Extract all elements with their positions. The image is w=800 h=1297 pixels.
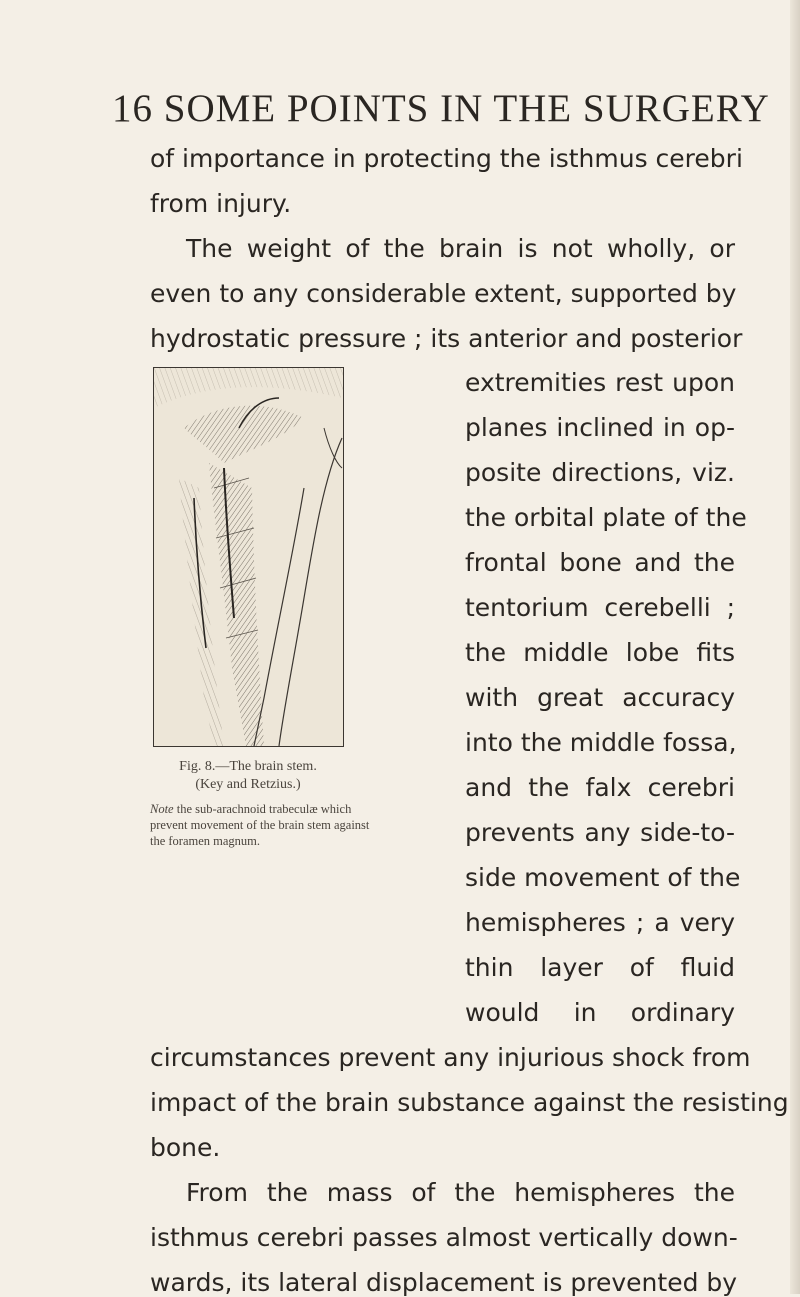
text-line: posite directions, viz.	[465, 458, 735, 487]
text-line: the middle lobe fits	[465, 638, 735, 667]
text-line: the orbital plate of the	[465, 503, 747, 532]
figure-note-line: the foramen magnum.	[150, 834, 261, 848]
text-line: frontal bone and the	[465, 548, 735, 577]
text-line: with great accuracy	[465, 683, 735, 712]
text-line: thin layer of fluid	[465, 953, 735, 982]
figure-note-text: the sub-arachnoid trabeculæ which	[176, 802, 352, 816]
text-line: From the mass of the hemispheres the	[186, 1178, 735, 1207]
figure-brain-stem	[153, 367, 344, 747]
text-line: prevents any side-to-	[465, 818, 735, 847]
text-line: side movement of the	[465, 863, 741, 892]
text-line: hemispheres ; a very	[465, 908, 735, 937]
page-edge-shadow	[790, 0, 800, 1294]
figure-note-line: prevent movement of the brain stem against	[150, 818, 370, 832]
text-line: of importance in protecting the isthmus cerebri	[150, 144, 743, 173]
text-line: planes inclined in op-	[465, 413, 735, 442]
figure-caption-title: Fig. 8.—The brain stem.	[179, 759, 317, 774]
text-line: wards, its lateral displacement is prevented by	[150, 1268, 738, 1297]
running-title: SOME POINTS IN THE SURGERY	[163, 87, 770, 130]
text-line: impact of the brain substance against the resisting	[150, 1088, 789, 1117]
text-line: bone.	[150, 1133, 221, 1162]
text-line: even to any considerable extent, supported by	[150, 279, 737, 308]
text-line: hydrostatic pressure ; its anterior and posterior	[150, 324, 743, 353]
text-line: The weight of the brain is not wholly, or	[186, 234, 735, 263]
text-line: extremities rest upon	[465, 368, 735, 397]
text-line: and the falx cerebri	[465, 773, 735, 802]
figure-note-label: Note	[150, 802, 174, 816]
text-line: would in ordinary	[465, 998, 735, 1027]
figure-note-line	[150, 802, 350, 817]
running-header	[112, 86, 770, 131]
text-line: into the middle fossa,	[465, 728, 737, 757]
text-line: circumstances prevent any injurious shock from	[150, 1043, 751, 1072]
text-line: isthmus cerebri passes almost vertically down-	[150, 1223, 738, 1252]
brain-stem-illustration	[154, 368, 343, 746]
text-line: from injury.	[150, 189, 292, 218]
page-number: 16	[112, 87, 153, 130]
text-line: tentorium cerebelli ;	[465, 593, 735, 622]
figure-caption-source: (Key and Retzius.)	[195, 777, 301, 792]
